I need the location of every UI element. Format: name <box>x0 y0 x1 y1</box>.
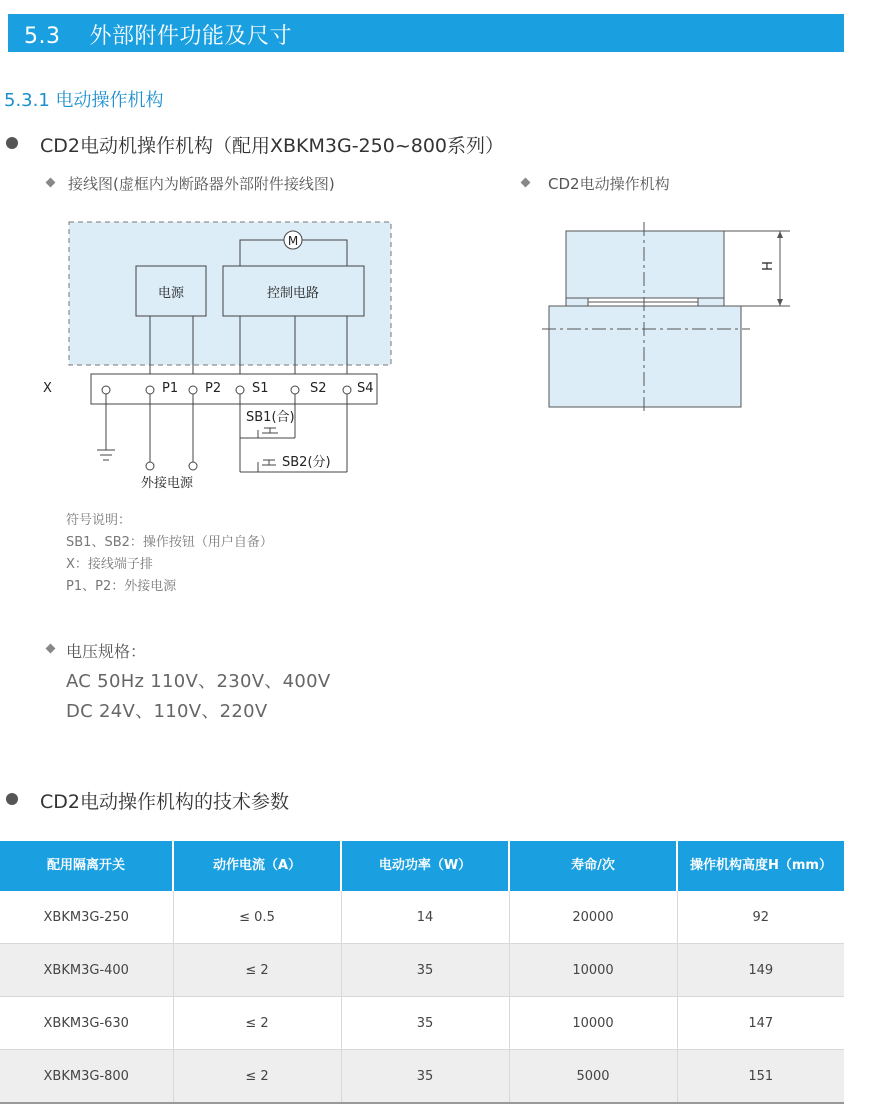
table-cell: ≤ 0.5 <box>173 891 341 944</box>
subsection-title: 5.3.1 电动操作机构 <box>4 90 164 111</box>
table-row <box>0 891 844 944</box>
table-cell: 151 <box>677 1050 844 1104</box>
voltage-label: 电压规格： <box>66 642 147 661</box>
legend-item: SB1、SB2：操作按钮（用户自备） <box>66 535 273 550</box>
mechanism-top-box <box>566 231 724 298</box>
section-number: 5.3 <box>24 24 61 49</box>
table-cell: 149 <box>677 944 844 997</box>
table-cell: 5000 <box>509 1050 677 1104</box>
legend-title: 符号说明： <box>66 513 132 528</box>
table-cell: 10000 <box>509 997 677 1050</box>
wiring-diagram-label: 接线图(虚框内为断路器外部附件接线图) <box>68 175 335 193</box>
terminal-label: S1 <box>252 381 269 396</box>
diamond-bullet-icon <box>521 178 531 188</box>
table-cell: ≤ 2 <box>173 997 341 1050</box>
height-dimension-label: H <box>761 261 776 271</box>
table-row <box>0 997 844 1050</box>
external-power-label: 外接电源 <box>141 476 194 491</box>
diamond-bullet-icon <box>46 178 56 188</box>
table-cell: 10000 <box>509 944 677 997</box>
terminal-label: S4 <box>357 381 374 396</box>
bullet-dot <box>6 793 18 805</box>
table-cell: 35 <box>341 1050 509 1104</box>
dimension-diagram <box>540 220 800 415</box>
table-row <box>0 1050 844 1104</box>
dimension-diagram-label: CD2电动操作机构 <box>548 175 670 193</box>
legend-item: P1、P2：外接电源 <box>66 579 177 594</box>
voltage-dc: DC 24V、110V、220V <box>66 701 268 722</box>
motor-label: M <box>287 234 299 248</box>
table-cell: 35 <box>341 997 509 1050</box>
table-header-row <box>0 841 844 891</box>
table-cell: 92 <box>677 891 844 944</box>
section-header-bar <box>8 14 844 52</box>
terminal-label: S2 <box>310 381 327 396</box>
terminal-label: P1 <box>162 381 179 396</box>
diamond-bullet-icon <box>46 644 56 654</box>
table-cell: 14 <box>341 891 509 944</box>
table-cell: 35 <box>341 944 509 997</box>
section-heading <box>24 19 292 50</box>
table-cell: XBKM3G-800 <box>0 1050 173 1104</box>
control-box-label: 控制电路 <box>266 286 320 301</box>
table-header-cell: 电动功率（W） <box>341 841 509 891</box>
table-cell: 147 <box>677 997 844 1050</box>
symbol-legend <box>66 510 273 598</box>
table-cell: ≤ 2 <box>173 944 341 997</box>
bullet-dot <box>6 137 18 149</box>
table-row <box>0 944 844 997</box>
section-title: 外部附件功能及尺寸 <box>89 24 293 49</box>
legend-item: X：接线端子排 <box>66 557 153 572</box>
terminal-label: P2 <box>205 381 222 396</box>
table-header-cell: 操作机构高度H（mm） <box>677 841 844 891</box>
terminal-strip-label: X <box>43 381 52 396</box>
table-header-cell: 寿命/次 <box>509 841 677 891</box>
table-cell: XBKM3G-400 <box>0 944 173 997</box>
terminal-strip <box>91 374 377 404</box>
power-box-label: 电源 <box>157 286 185 301</box>
table-header-cell: 动作电流（A） <box>173 841 341 891</box>
table-cell: XBKM3G-630 <box>0 997 173 1050</box>
technical-bullet-text: CD2电动操作机构的技术参数 <box>40 791 289 813</box>
switch-close-label: SB1(合) <box>246 410 295 425</box>
voltage-ac: AC 50Hz 110V、230V、400V <box>66 671 331 692</box>
table-header-cell: 配用隔离开关 <box>0 841 173 891</box>
mechanism-bullet-text: CD2电动机操作机构（配用XBKM3G-250~800系列） <box>40 135 505 157</box>
switch-open-label: SB2(分) <box>282 455 331 470</box>
table-cell: 20000 <box>509 891 677 944</box>
wiring-diagram <box>0 200 440 500</box>
technical-parameters-table <box>0 841 844 1104</box>
table-cell: ≤ 2 <box>173 1050 341 1104</box>
table-cell: XBKM3G-250 <box>0 891 173 944</box>
breaker-body-box <box>549 306 741 407</box>
